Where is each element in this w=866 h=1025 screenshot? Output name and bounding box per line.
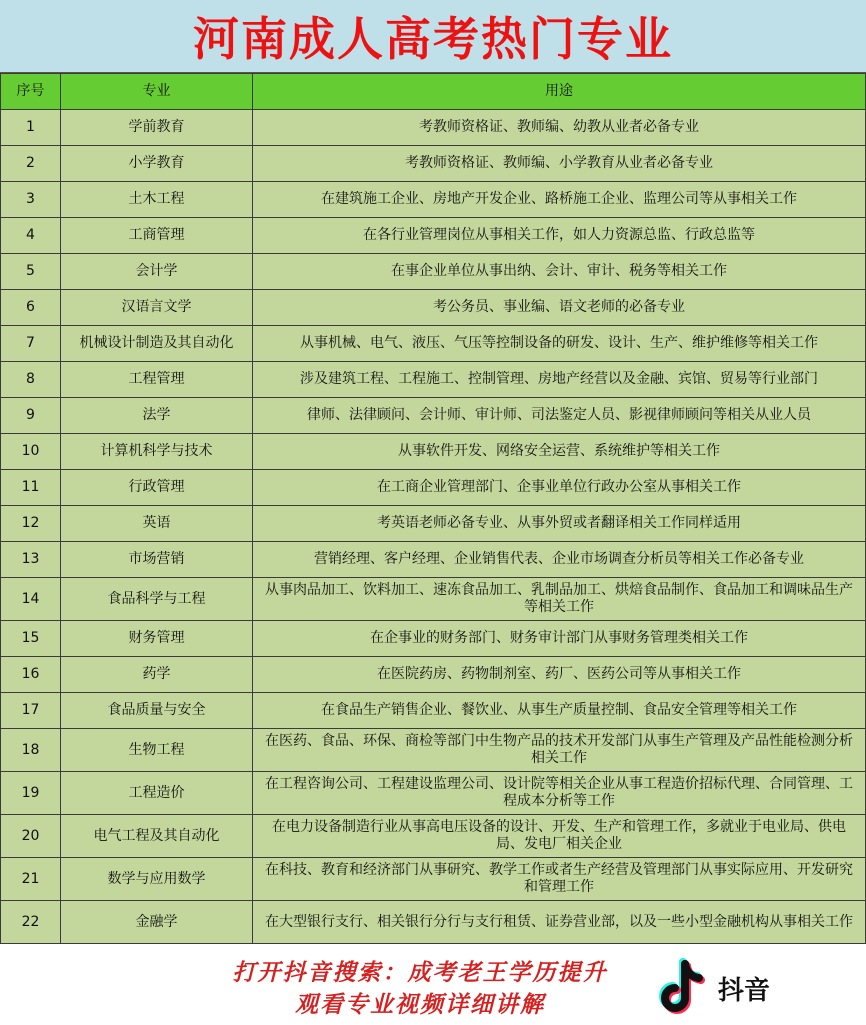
- row-major: 生物工程: [61, 729, 253, 772]
- promo-line-2: 观看专业视频详细讲解: [295, 991, 545, 1018]
- table-row: [1, 542, 866, 578]
- row-number: 11: [1, 470, 61, 506]
- row-number: 5: [1, 254, 61, 290]
- row-major: 财务管理: [61, 621, 253, 657]
- table-row: [1, 182, 866, 218]
- row-number: 4: [1, 218, 61, 254]
- row-use: 在医药、食品、环保、商检等部门中生物产品的技术开发部门从事生产管理及产品性能检测分析相关工作: [253, 729, 866, 772]
- row-number: 2: [1, 146, 61, 182]
- table-row: [1, 362, 866, 398]
- row-use: 在各行业管理岗位从事相关工作，如人力资源总监、行政总监等: [253, 218, 866, 254]
- row-number: 8: [1, 362, 61, 398]
- row-use: 从事软件开发、网络安全运营、系统维护等相关工作: [253, 434, 866, 470]
- row-major: 工程造价: [61, 772, 253, 815]
- table-row: [1, 858, 866, 901]
- row-number: 17: [1, 693, 61, 729]
- row-major: 小学教育: [61, 146, 253, 182]
- row-major: 数学与应用数学: [61, 858, 253, 901]
- row-use: 考教师资格证、教师编、小学教育从业者必备专业: [253, 146, 866, 182]
- table-row: [1, 326, 866, 362]
- row-use: 在事企业单位从事出纳、会计、审计、税务等相关工作: [253, 254, 866, 290]
- footer-promo: [0, 946, 866, 1025]
- table-row: [1, 146, 866, 182]
- row-number: 9: [1, 398, 61, 434]
- title-banner: [0, 0, 866, 73]
- row-number: 19: [1, 772, 61, 815]
- tiktok-logo-icon: [655, 958, 709, 1016]
- row-use: 涉及建筑工程、工程施工、控制管理、房地产经营以及金融、宾馆、贸易等行业部门: [253, 362, 866, 398]
- row-number: 16: [1, 657, 61, 693]
- row-number: 15: [1, 621, 61, 657]
- row-major: 汉语言文学: [61, 290, 253, 326]
- row-use: 在医院药房、药物制剂室、药厂、医药公司等从事相关工作: [253, 657, 866, 693]
- row-number: 12: [1, 506, 61, 542]
- row-use: 营销经理、客户经理、企业销售代表、企业市场调查分析员等相关工作必备专业: [253, 542, 866, 578]
- row-major: 市场营销: [61, 542, 253, 578]
- row-major: 行政管理: [61, 470, 253, 506]
- row-major: 食品科学与工程: [61, 578, 253, 621]
- row-number: 20: [1, 815, 61, 858]
- table-row: [1, 218, 866, 254]
- row-use: 在工商企业管理部门、企事业单位行政办公室从事相关工作: [253, 470, 866, 506]
- row-use: 在工程咨询公司、工程建设监理公司、设计院等相关企业从事工程造价招标代理、合同管理、工程成本分析等工作: [253, 772, 866, 815]
- row-number: 14: [1, 578, 61, 621]
- header-number: 序号: [1, 74, 61, 110]
- row-major: 会计学: [61, 254, 253, 290]
- row-major: 药学: [61, 657, 253, 693]
- tiktok-app-name: 抖音: [718, 976, 771, 1006]
- row-use: 考英语老师必备专业、从事外贸或者翻译相关工作同样适用: [253, 506, 866, 542]
- row-use: 从事机械、电气、液压、气压等控制设备的研发、设计、生产、维护维修等相关工作: [253, 326, 866, 362]
- header-use: 用途: [253, 74, 866, 110]
- row-use: 在企事业的财务部门、财务审计部门从事财务管理类相关工作: [253, 621, 866, 657]
- table-row: [1, 657, 866, 693]
- row-use: 在建筑施工企业、房地产开发企业、路桥施工企业、监理公司等从事相关工作: [253, 182, 866, 218]
- row-use: 考教师资格证、教师编、幼教从业者必备专业: [253, 110, 866, 146]
- table-row: [1, 901, 866, 944]
- table-row: [1, 578, 866, 621]
- row-number: 7: [1, 326, 61, 362]
- header-major: 专业: [61, 74, 253, 110]
- table-row: [1, 729, 866, 772]
- row-major: 电气工程及其自动化: [61, 815, 253, 858]
- row-major: 计算机科学与技术: [61, 434, 253, 470]
- row-major: 土木工程: [61, 182, 253, 218]
- row-major: 工程管理: [61, 362, 253, 398]
- row-use: 律师、法律顾问、会计师、审计师、司法鉴定人员、影视律师顾问等相关从业人员: [253, 398, 866, 434]
- row-major: 食品质量与安全: [61, 693, 253, 729]
- row-number: 10: [1, 434, 61, 470]
- row-major: 英语: [61, 506, 253, 542]
- table-row: [1, 772, 866, 815]
- row-number: 21: [1, 858, 61, 901]
- row-number: 6: [1, 290, 61, 326]
- table-row: [1, 290, 866, 326]
- row-number: 18: [1, 729, 61, 772]
- promo-line-1: 打开抖音搜索：成考老王学历提升: [232, 959, 608, 986]
- table-row: [1, 434, 866, 470]
- table-row: [1, 506, 866, 542]
- row-number: 22: [1, 901, 61, 944]
- row-number: 3: [1, 182, 61, 218]
- page-title: 河南成人高考热门专业: [193, 12, 673, 66]
- row-major: 机械设计制造及其自动化: [61, 326, 253, 362]
- row-use: 在科技、教育和经济部门从事研究、教学工作或者生产经营及管理部门从事实际应用、开发研究和管理工作: [253, 858, 866, 901]
- table-header-row: [1, 74, 866, 110]
- table-row: [1, 470, 866, 506]
- majors-table: [0, 73, 866, 944]
- row-major: 工商管理: [61, 218, 253, 254]
- table-row: [1, 398, 866, 434]
- row-use: 考公务员、事业编、语文老师的必备专业: [253, 290, 866, 326]
- row-major: 金融学: [61, 901, 253, 944]
- row-number: 1: [1, 110, 61, 146]
- row-number: 13: [1, 542, 61, 578]
- table-row: [1, 621, 866, 657]
- row-major: 学前教育: [61, 110, 253, 146]
- table-row: [1, 110, 866, 146]
- row-use: 在大型银行支行、相关银行分行与支行租赁、证券营业部，以及一些小型金融机构从事相关工作: [253, 901, 866, 944]
- row-major: 法学: [61, 398, 253, 434]
- row-use: 从事肉品加工、饮料加工、速冻食品加工、乳制品加工、烘焙食品制作、食品加工和调味品生产等相关工作: [253, 578, 866, 621]
- row-use: 在食品生产销售企业、餐饮业、从事生产质量控制、食品安全管理等相关工作: [253, 693, 866, 729]
- row-use: 在电力设备制造行业从事高电压设备的设计、开发、生产和管理工作，多就业于电业局、供电局、发电厂相关企业: [253, 815, 866, 858]
- table-row: [1, 254, 866, 290]
- table-row: [1, 815, 866, 858]
- table-row: [1, 693, 866, 729]
